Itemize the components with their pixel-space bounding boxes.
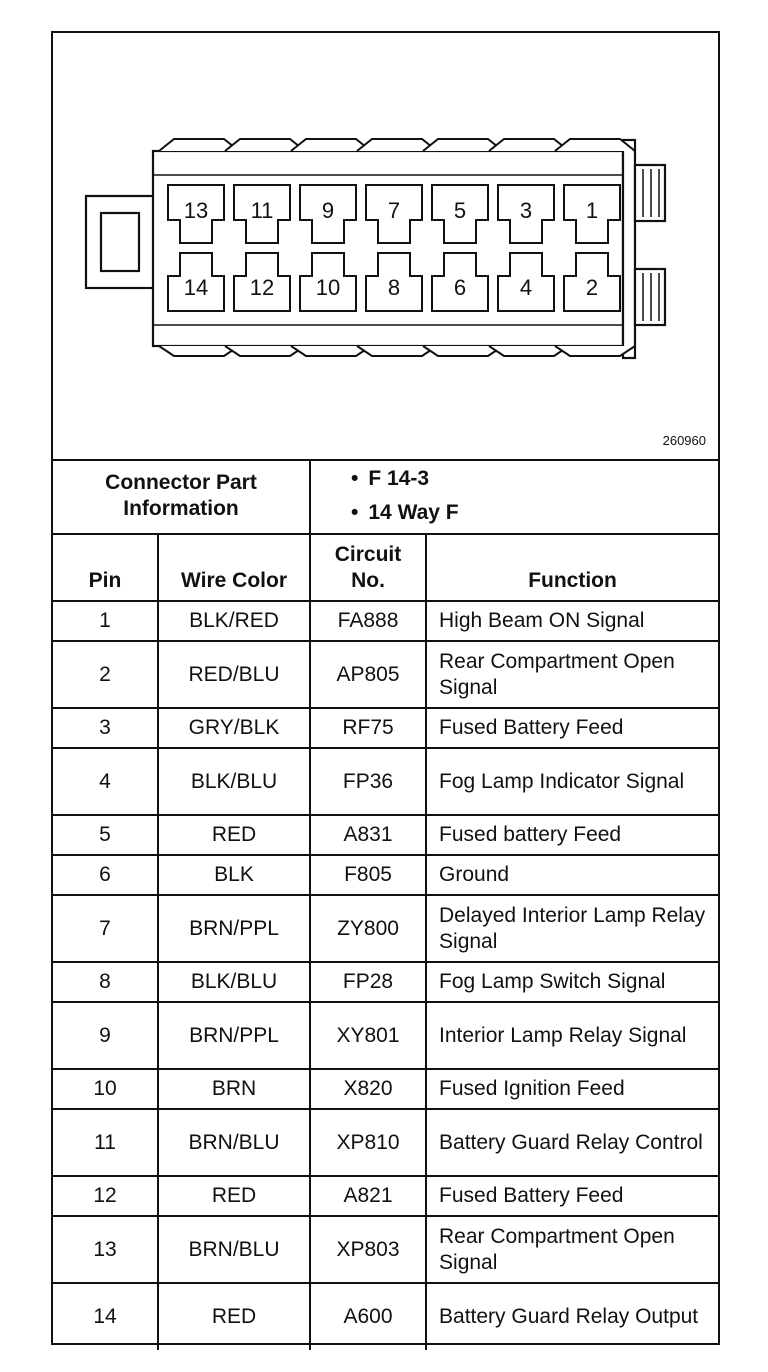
table-row (53, 601, 718, 641)
pin-number-label: 10 (315, 275, 341, 300)
wire-color-cell: BRN/PPL (158, 1002, 310, 1069)
pin-cell: 10 (53, 1069, 158, 1109)
connector-info-item: • F 14-3 (351, 462, 712, 496)
function-cell: Fog Lamp Indicator Signal (426, 748, 718, 815)
connector-face-drawing (53, 33, 718, 459)
connector-tab-top (635, 165, 665, 221)
table-row (53, 962, 718, 1002)
pin-number-label: 12 (249, 275, 275, 300)
pin-cell: 4 (53, 748, 158, 815)
pin-number-label: 14 (183, 275, 209, 300)
table-row (53, 895, 718, 962)
circuit-cell: A821 (310, 1176, 426, 1216)
pin-number-label: 6 (453, 275, 467, 300)
table-row (53, 1216, 718, 1283)
pin-cell: 14 (53, 1283, 158, 1350)
connector-info-label: Connector Part Information (53, 459, 310, 534)
wire-color-cell: BLK/BLU (158, 962, 310, 1002)
circuit-cell: XP810 (310, 1109, 426, 1176)
pin-cell: 6 (53, 855, 158, 895)
table-row (53, 1069, 718, 1109)
connector-housing (153, 151, 623, 346)
table-row (53, 748, 718, 815)
wire-color-cell: BLK/RED (158, 601, 310, 641)
function-cell: Fused Battery Feed (426, 708, 718, 748)
function-cell: Fused Battery Feed (426, 1176, 718, 1216)
table-row (53, 1109, 718, 1176)
header-function: Function (426, 534, 718, 601)
pin-number-label: 4 (519, 275, 533, 300)
table-row (53, 1002, 718, 1069)
circuit-cell: F805 (310, 855, 426, 895)
function-cell: Delayed Interior Lamp Relay Signal (426, 895, 718, 962)
connector-info-row (53, 459, 718, 534)
pin-number-label: 5 (453, 198, 467, 223)
wire-color-cell: GRY/BLK (158, 708, 310, 748)
pin-cell: 3 (53, 708, 158, 748)
circuit-cell: RF75 (310, 708, 426, 748)
circuit-cell: A600 (310, 1283, 426, 1350)
pin-number-label: 9 (321, 198, 335, 223)
wire-color-cell: BRN/BLU (158, 1216, 310, 1283)
connector-sheet (51, 31, 720, 1345)
connector-latch-inner (101, 213, 139, 271)
function-cell: Ground (426, 855, 718, 895)
circuit-cell: XY801 (310, 1002, 426, 1069)
header-circuit-no: Circuit No. (310, 534, 426, 601)
figure-number: 260960 (662, 433, 706, 448)
wire-color-cell: BRN (158, 1069, 310, 1109)
circuit-cell: FP36 (310, 748, 426, 815)
pin-cell: 1 (53, 601, 158, 641)
connector-tab-bottom (635, 269, 665, 325)
pin-cell: 2 (53, 641, 158, 708)
pin-cell: 5 (53, 815, 158, 855)
pin-number-label: 8 (387, 275, 401, 300)
function-cell: High Beam ON Signal (426, 601, 718, 641)
housing-scallop-bottom (555, 346, 635, 356)
pin-cell: 11 (53, 1109, 158, 1176)
connector-info-item: • 14 Way F (351, 496, 712, 530)
pin-cell: 8 (53, 962, 158, 1002)
pin-number-label: 3 (519, 198, 533, 223)
table-row (53, 708, 718, 748)
wire-color-cell: BRN/BLU (158, 1109, 310, 1176)
function-cell: Fused Ignition Feed (426, 1069, 718, 1109)
circuit-cell: FA888 (310, 601, 426, 641)
function-cell: Interior Lamp Relay Signal (426, 1002, 718, 1069)
pin-number-label: 13 (183, 198, 209, 223)
pin-number-label: 7 (387, 198, 401, 223)
function-cell: Battery Guard Relay Output (426, 1283, 718, 1350)
connector-info-items (310, 459, 718, 534)
wire-color-cell: BLK (158, 855, 310, 895)
circuit-cell: ZY800 (310, 895, 426, 962)
wire-color-cell: RED/BLU (158, 641, 310, 708)
pin-cell: 13 (53, 1216, 158, 1283)
connector-diagram (53, 33, 718, 461)
function-cell: Battery Guard Relay Control (426, 1109, 718, 1176)
circuit-cell: X820 (310, 1069, 426, 1109)
circuit-cell: AP805 (310, 641, 426, 708)
pin-cell: 12 (53, 1176, 158, 1216)
housing-scallop-top (555, 139, 635, 151)
circuit-cell: XP803 (310, 1216, 426, 1283)
table-row (53, 1176, 718, 1216)
circuit-cell: FP28 (310, 962, 426, 1002)
circuit-cell: A831 (310, 815, 426, 855)
header-row (53, 534, 718, 601)
wire-color-cell: BRN/PPL (158, 895, 310, 962)
table-row (53, 815, 718, 855)
table-row (53, 1283, 718, 1350)
table-row (53, 855, 718, 895)
wire-color-cell: RED (158, 1283, 310, 1350)
pin-cell: 7 (53, 895, 158, 962)
function-cell: Fused battery Feed (426, 815, 718, 855)
pin-table (53, 459, 718, 1350)
connector-flange (623, 140, 635, 358)
function-cell: Rear Compartment Open Signal (426, 1216, 718, 1283)
pin-number-label: 2 (585, 275, 599, 300)
table-row (53, 641, 718, 708)
function-cell: Rear Compartment Open Signal (426, 641, 718, 708)
function-cell: Fog Lamp Switch Signal (426, 962, 718, 1002)
wire-color-cell: RED (158, 1176, 310, 1216)
pin-number-label: 11 (250, 198, 274, 223)
header-wire-color: Wire Color (158, 534, 310, 601)
header-pin: Pin (53, 534, 158, 601)
wire-color-cell: RED (158, 815, 310, 855)
pin-number-label: 1 (585, 198, 599, 223)
wire-color-cell: BLK/BLU (158, 748, 310, 815)
pin-cell: 9 (53, 1002, 158, 1069)
